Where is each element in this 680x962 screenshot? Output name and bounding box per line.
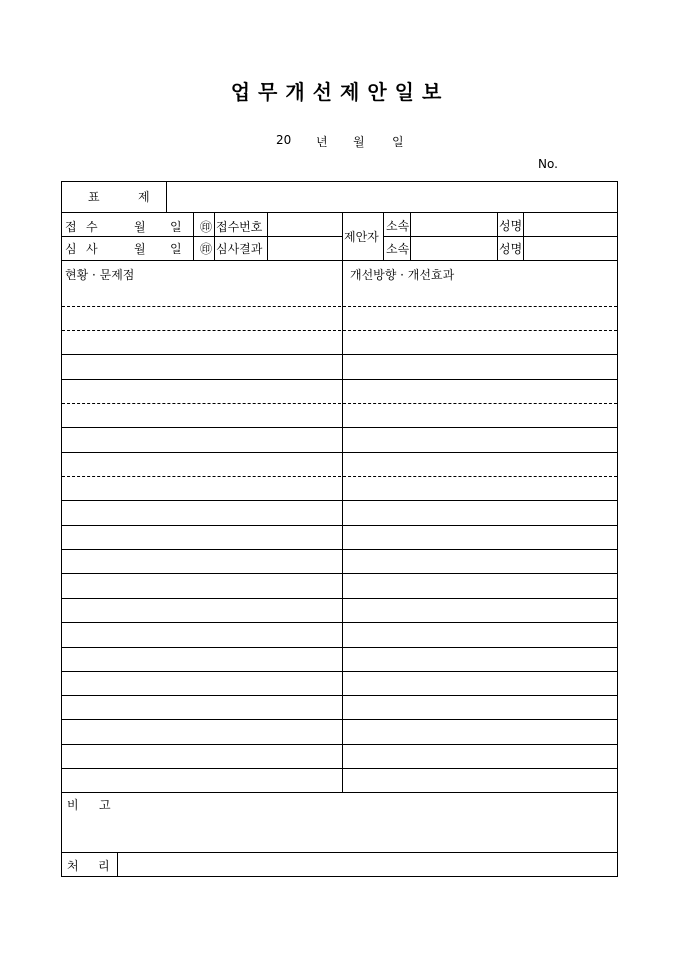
- improvement-field[interactable]: [345, 284, 615, 790]
- proposal-form: [61, 181, 618, 877]
- review-result-label: 심사결과: [216, 242, 263, 256]
- subject-field[interactable]: [174, 190, 604, 206]
- date-year-label: 년: [316, 135, 328, 149]
- review-result-field[interactable]: [269, 239, 341, 259]
- review-label-2: 사: [86, 242, 98, 256]
- document-title: 업무개선제안일보: [230, 80, 450, 104]
- subject-label-2: 제: [138, 190, 150, 204]
- proposer-name-field-2[interactable]: [525, 239, 615, 259]
- proposer-name-label-2: 성명: [499, 242, 523, 256]
- receipt-month-label: 월: [134, 220, 146, 234]
- number-label: No.: [538, 157, 558, 171]
- current-status-label: 현황 · 문제점: [65, 268, 135, 282]
- receipt-label-2: 수: [86, 220, 98, 234]
- improvement-label: 개선방향 · 개선효과: [350, 268, 455, 282]
- proposer-name-field-1[interactable]: [525, 216, 615, 236]
- review-seal-icon: ㊞: [200, 242, 213, 256]
- receipt-label-1: 접: [65, 220, 77, 234]
- receipt-day-label: 일: [170, 220, 182, 234]
- handling-label-1: 처: [67, 859, 79, 873]
- date-month-label: 월: [353, 135, 365, 149]
- current-status-field[interactable]: [64, 284, 340, 790]
- proposer-name-label-1: 성명: [499, 219, 523, 233]
- review-day-label: 일: [170, 242, 182, 256]
- date-year-prefix: 20: [276, 133, 292, 147]
- review-label-1: 심: [65, 242, 77, 256]
- proposer-dept-field-2[interactable]: [412, 239, 496, 259]
- remarks-label-1: 비: [67, 798, 79, 812]
- proposer-dept-field-1[interactable]: [412, 216, 496, 236]
- receipt-number-field[interactable]: [269, 216, 341, 236]
- date-day-label: 일: [392, 135, 404, 149]
- handling-label-2: 리: [98, 859, 110, 873]
- subject-label-1: 표: [88, 190, 100, 204]
- remarks-field[interactable]: [64, 814, 615, 850]
- receipt-seal-icon: ㊞: [200, 220, 213, 234]
- remarks-label-2: 고: [99, 798, 111, 812]
- receipt-number-label: 접수번호: [216, 220, 263, 234]
- proposer-dept-label-1: 소속: [386, 219, 410, 233]
- handling-field[interactable]: [120, 855, 615, 874]
- proposer-label: 제안자: [344, 230, 379, 244]
- proposer-dept-label-2: 소속: [386, 242, 410, 256]
- review-month-label: 월: [134, 242, 146, 256]
